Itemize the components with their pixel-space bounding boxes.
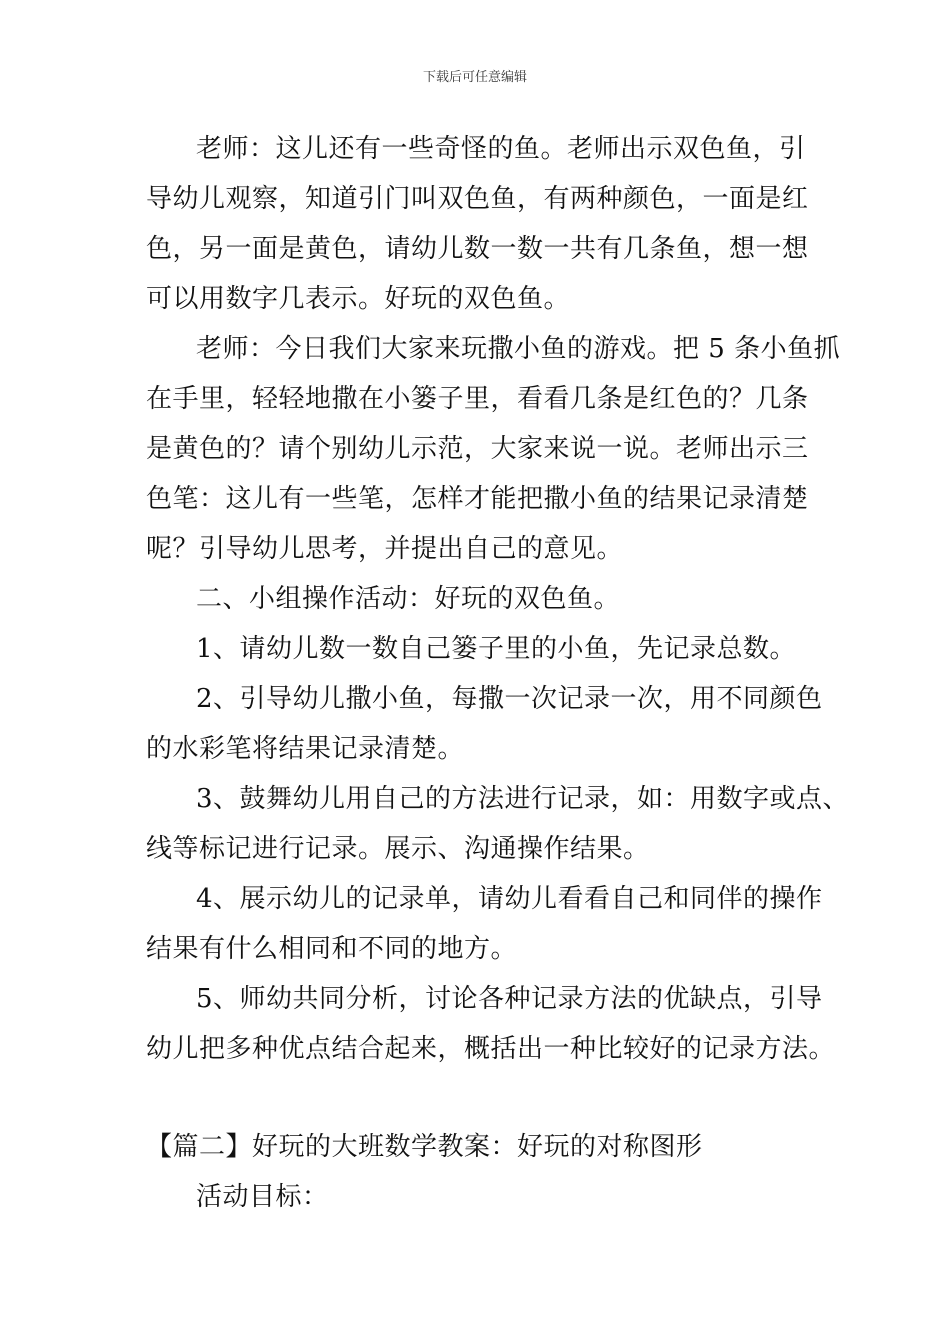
text-line: 3、鼓舞幼儿用自己的方法进行记录，如：用数字或点、 (196, 784, 850, 814)
text-line: 导幼儿观察，知道引门叫双色鱼，有两种颜色，一面是红 (146, 184, 809, 214)
text-line: 2、引导幼儿撒小鱼，每撒一次记录一次，用不同颜色 (196, 684, 823, 714)
text-line: 1、请幼儿数一数自己篓子里的小鱼，先记录总数。 (196, 634, 797, 664)
text-line: 线等标记进行记录。展示、沟通操作结果。 (146, 834, 650, 864)
text-line: 可以用数字几表示。好玩的双色鱼。 (146, 284, 571, 314)
text-line: 是黄色的？请个别幼儿示范，大家来说一说。老师出示三 (146, 434, 809, 464)
text-line: 的水彩笔将结果记录清楚。 (146, 734, 465, 764)
text-line: 老师：这儿还有一些奇怪的鱼。老师出示双色鱼，引 (196, 134, 806, 164)
text-line: 5、师幼共同分析，讨论各种记录方法的优缺点，引导 (196, 984, 823, 1014)
text-line: 色笔：这儿有一些笔，怎样才能把撒小鱼的结果记录清楚 (146, 484, 809, 514)
text-line: 结果有什么相同和不同的地方。 (146, 934, 518, 964)
text-line: 活动目标： (196, 1182, 329, 1212)
section-heading: 【篇二】好玩的大班数学教案：好玩的对称图形 (146, 1132, 703, 1162)
text-line: 老师：今日我们大家来玩撒小鱼的游戏。把 5 条小鱼抓 (196, 334, 841, 364)
header-note: 下载后可任意编辑 (422, 70, 527, 85)
text-line: 4、展示幼儿的记录单，请幼儿看看自己和同伴的操作 (196, 884, 823, 914)
text-line: 幼儿把多种优点结合起来，概括出一种比较好的记录方法。 (146, 1034, 836, 1064)
text-line: 呢？引导幼儿思考，并提出自己的意见。 (146, 534, 624, 564)
text-line: 二、小组操作活动：好玩的双色鱼。 (196, 584, 621, 614)
text-line: 色，另一面是黄色，请幼儿数一数一共有几条鱼，想一想 (146, 234, 809, 264)
text-line: 在手里，轻轻地撒在小篓子里，看看几条是红色的？几条 (146, 384, 809, 414)
